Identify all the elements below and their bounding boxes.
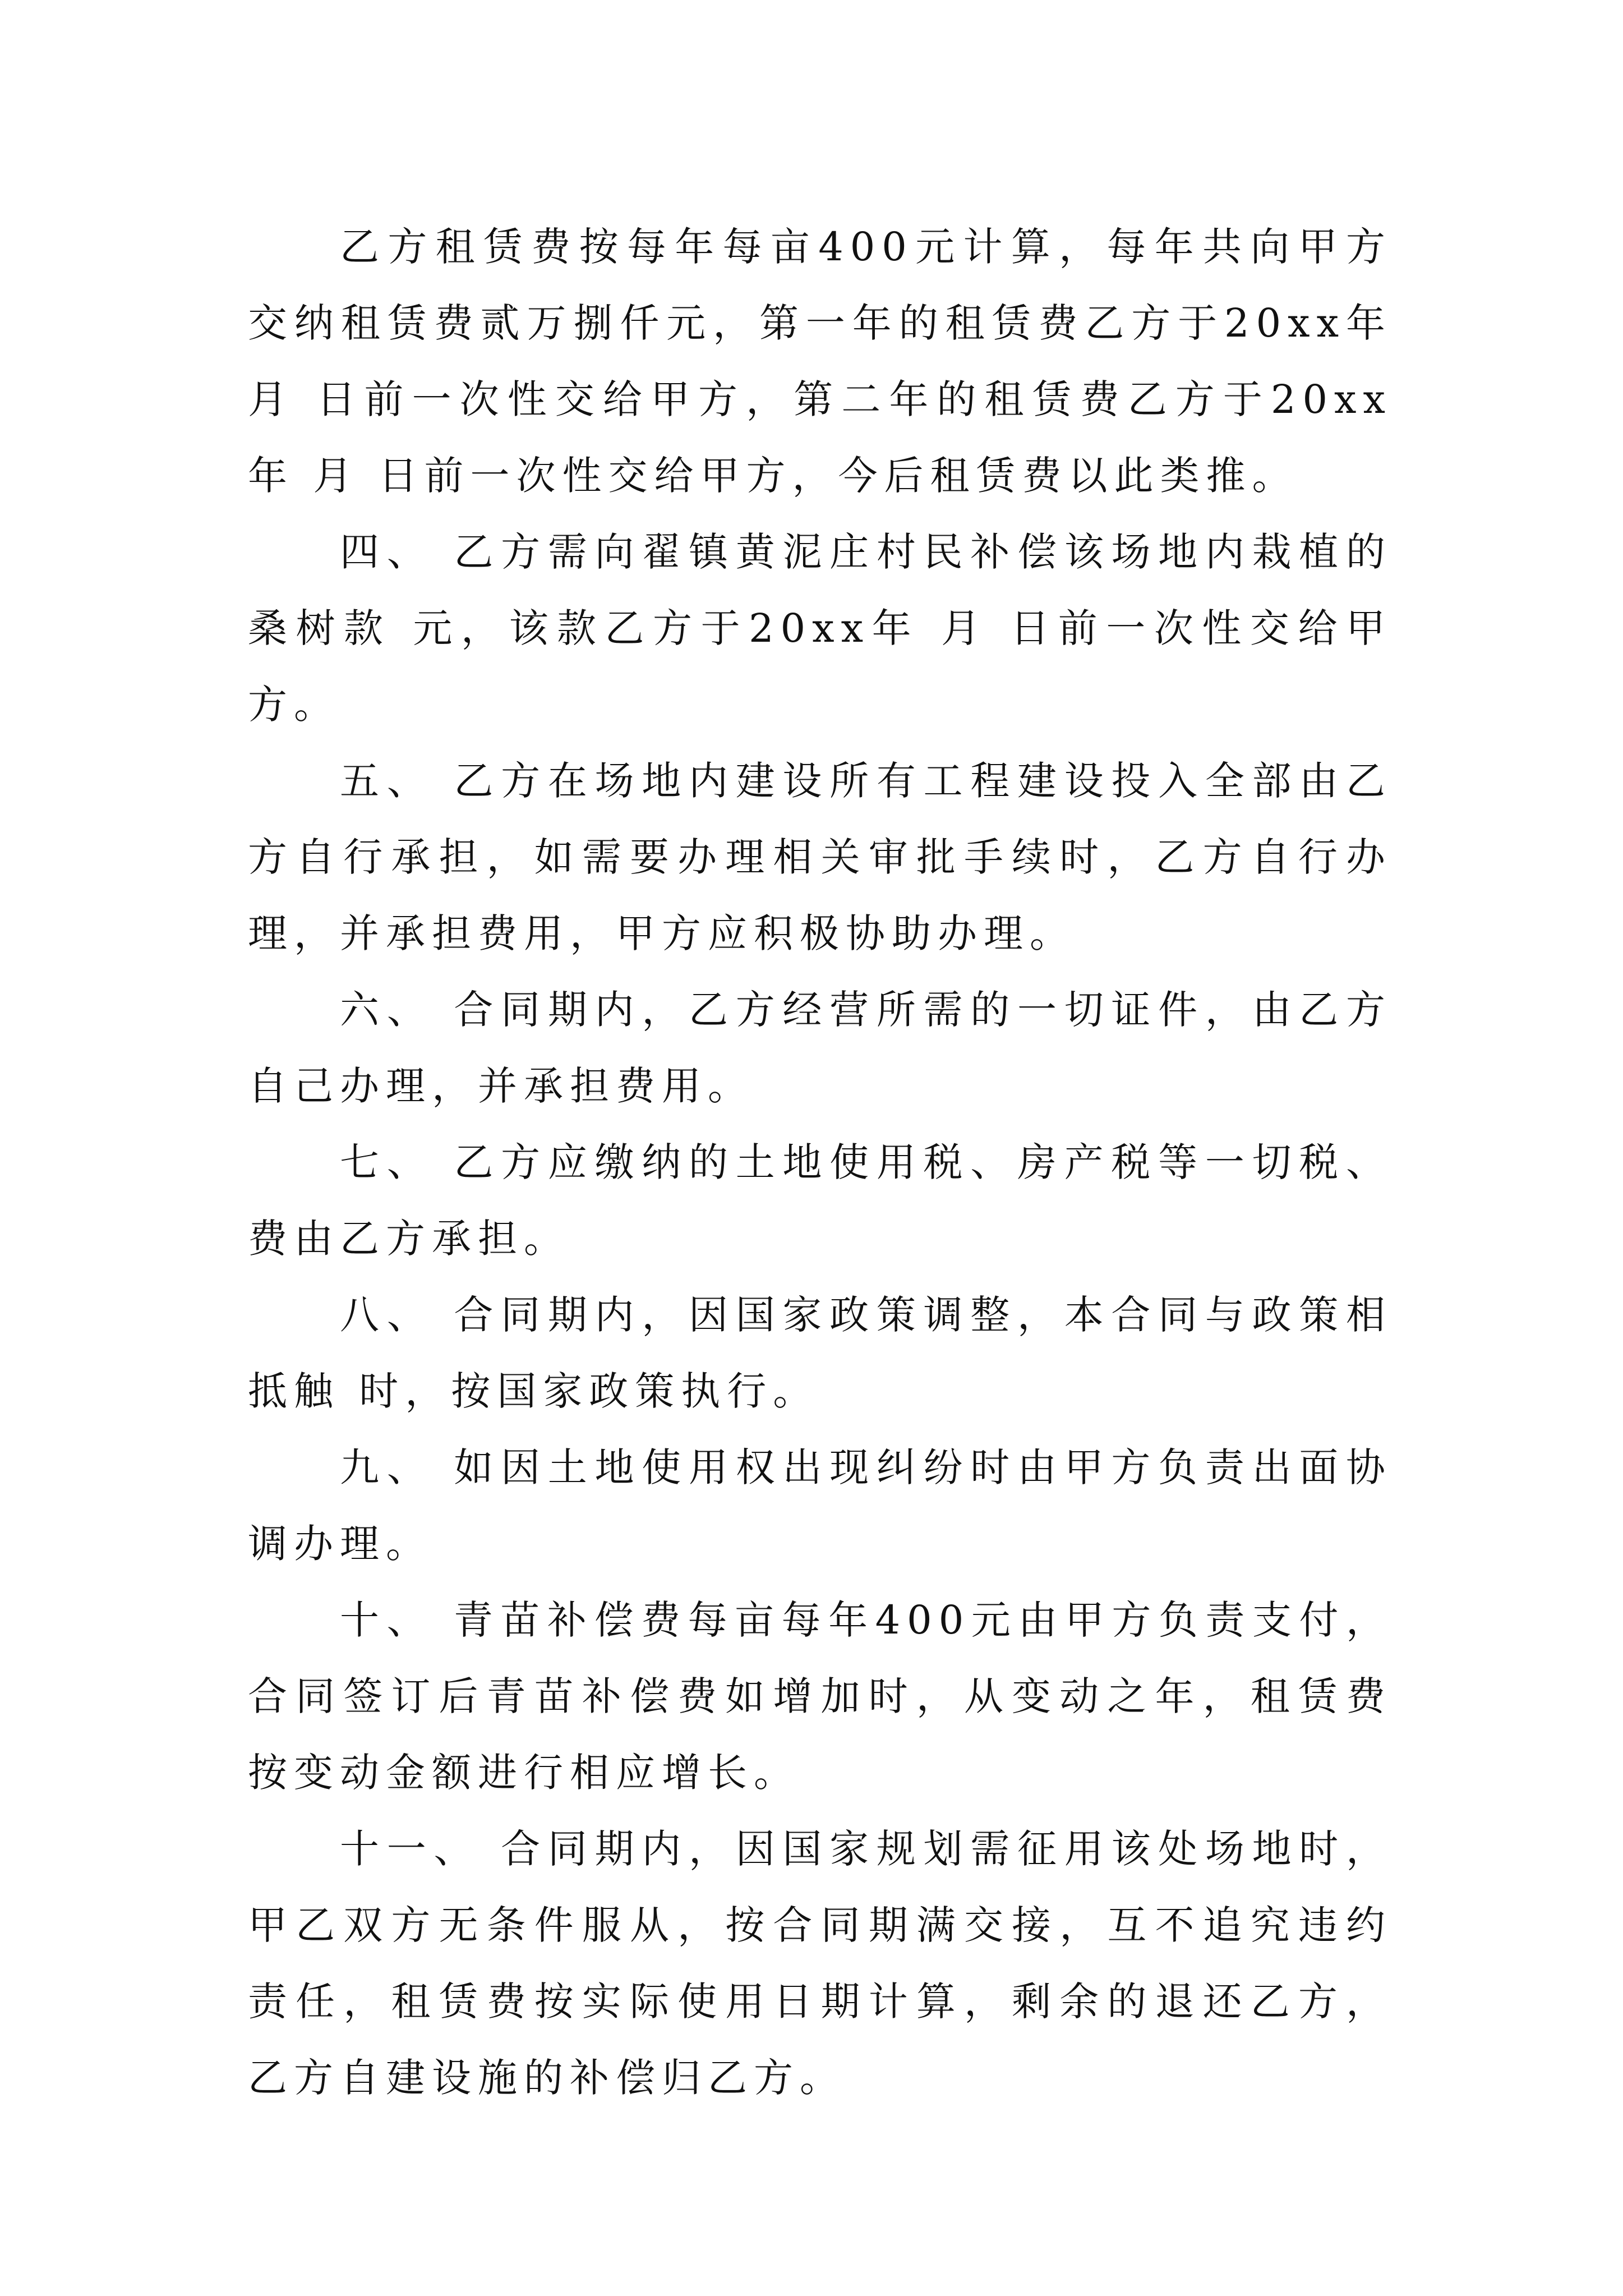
paragraph-clause-5: 五、 乙方在场地内建设所有工程建设投入全部由乙方自行承担，如需要办理相关审批手续时，乙方自行办理，并承担费用，甲方应积极协助办理。 <box>248 758 1392 956</box>
paragraph-clause-8: 八、 合同期内，因国家政策调整，本合同与政策相抵触 时，按国家政策执行。 <box>248 1292 1392 1414</box>
document-body <box>248 209 1392 2116</box>
paragraph-clause-6: 六、 合同期内，乙方经营所需的一切证件，由乙方自己办理，并承担费用。 <box>248 987 1392 1109</box>
paragraph-rent-payment: 乙方租赁费按每年每亩400元计算，每年共向甲方交纳租赁费贰万捌仟元，第一年的租赁费乙方于20xx年 月 日前一次性交给甲方，第二年的租赁费乙方于20xx年 月 日前一次性交给甲方，今后租赁费以此类推。 <box>248 224 1392 499</box>
paragraph-clause-10: 十、 青苗补偿费每亩每年400元由甲方负责支付，合同签订后青苗补偿费如增加时，从变动之年，租赁费按变动金额进行相应增长。 <box>248 1597 1392 1796</box>
paragraph-clause-4: 四、 乙方需向翟镇黄泥庄村民补偿该场地内栽植的桑树款 元，该款乙方于20xx年 月 日前一次性交给甲方。 <box>248 529 1392 728</box>
paragraph-clause-7: 七、 乙方应缴纳的土地使用税、房产税等一切税、费由乙方承担。 <box>248 1139 1392 1262</box>
paragraph-clause-9: 九、 如因土地使用权出现纠纷时由甲方负责出面协调办理。 <box>248 1444 1392 1567</box>
paragraph-clause-11: 十一、 合同期内，因国家规划需征用该处场地时，甲乙双方无条件服从，按合同期满交接，互不追究违约责任，租赁费按实际使用日期计算，剩余的退还乙方，乙方自建设施的补偿归乙方。 <box>248 1826 1392 2101</box>
